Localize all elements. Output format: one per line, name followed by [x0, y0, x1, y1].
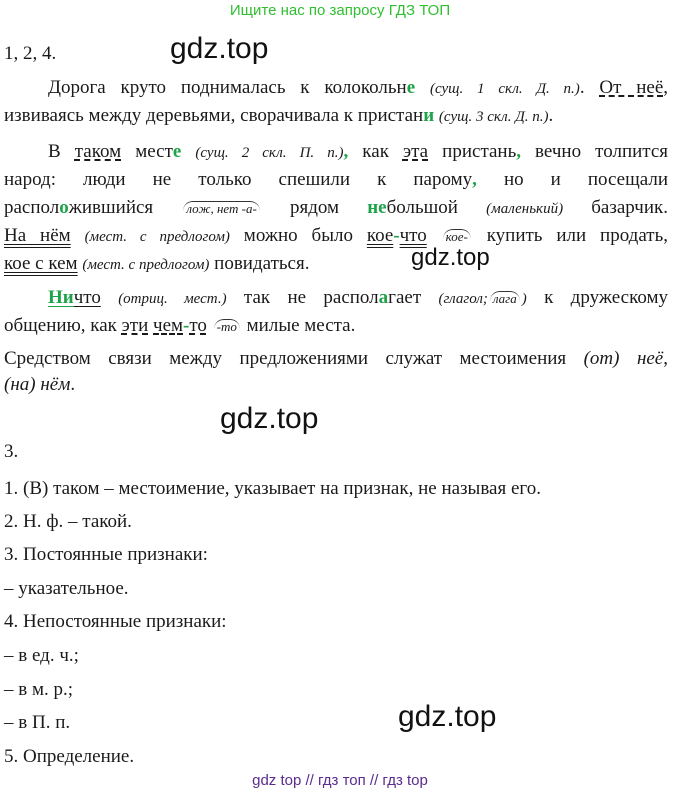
- paragraph-2-line-5: кое с кем (мест. с предлогом) повидаться.: [4, 253, 310, 274]
- analysis-item: 1. (В) таком – местоимение, указывает на признак, не называя его.: [4, 478, 541, 499]
- analysis-item: 5. Определение.: [4, 746, 135, 767]
- paragraph-2-line-3: расположившийся лож, нет -а- рядом небольшой (маленький) базарчик.: [4, 197, 668, 218]
- analysis-item: – в П. п.: [4, 712, 71, 733]
- analysis-item: 2. Н. ф. – такой.: [4, 511, 132, 532]
- watermark: gdz.top: [398, 700, 497, 733]
- paragraph-2-line-4: На нём (мест. с предлогом) можно было кое-что кое- купить или продать,: [4, 225, 668, 246]
- watermark: gdz.top: [220, 402, 319, 435]
- paragraph-3-line-2: общению, как эти чем-то -то милые места.: [4, 315, 356, 336]
- watermark: gdz.top: [411, 244, 490, 271]
- morpheme-note: кое-: [443, 229, 471, 244]
- morpheme-note: -то: [214, 319, 240, 334]
- watermark: gdz.top: [170, 32, 269, 65]
- analysis-item: – в ед. ч.;: [4, 645, 79, 666]
- search-banner: Ищите нас по запросу ГДЗ ТОП: [229, 2, 451, 19]
- summary-line-1: Средством связи между предложениями служат местоимения (от) неё,: [4, 348, 668, 369]
- analysis-item: 4. Непостоянные признаки:: [4, 611, 227, 632]
- analysis-item: – в м. р.;: [4, 679, 74, 700]
- task-number: 1, 2, 4.: [4, 43, 57, 64]
- paragraph-1-line-1: Дорога круто поднималась к колокольне (сущ. 1 скл. Д. п.). От неё,: [48, 77, 669, 98]
- analysis-item: 3. Постоянные признаки:: [4, 544, 208, 565]
- analysis-number: 3.: [4, 441, 19, 462]
- paragraph-3-line-1: Ничто (отриц. мест.) так не располагает (глагол; лага ) к дружескому: [48, 287, 668, 308]
- morpheme-note: лож, нет -а-: [183, 201, 259, 216]
- paragraph-2-line-2: народ: люди не только спешили к парому, но и посещали: [4, 169, 668, 190]
- paragraph-2-line-1: В таком месте (сущ. 2 скл. П. п.), как эта пристань, вечно толпится: [48, 141, 668, 162]
- morpheme-note: лага: [490, 291, 520, 306]
- paragraph-1-line-2: извиваясь между деревьями, сворачивала к пристани (сущ. 3 скл. Д. п.).: [4, 105, 554, 126]
- summary-line-2: (на) нём.: [4, 374, 76, 395]
- analysis-item: – указательное.: [4, 578, 129, 599]
- footer-links: gdz top // гдз топ // гдз top: [252, 772, 428, 789]
